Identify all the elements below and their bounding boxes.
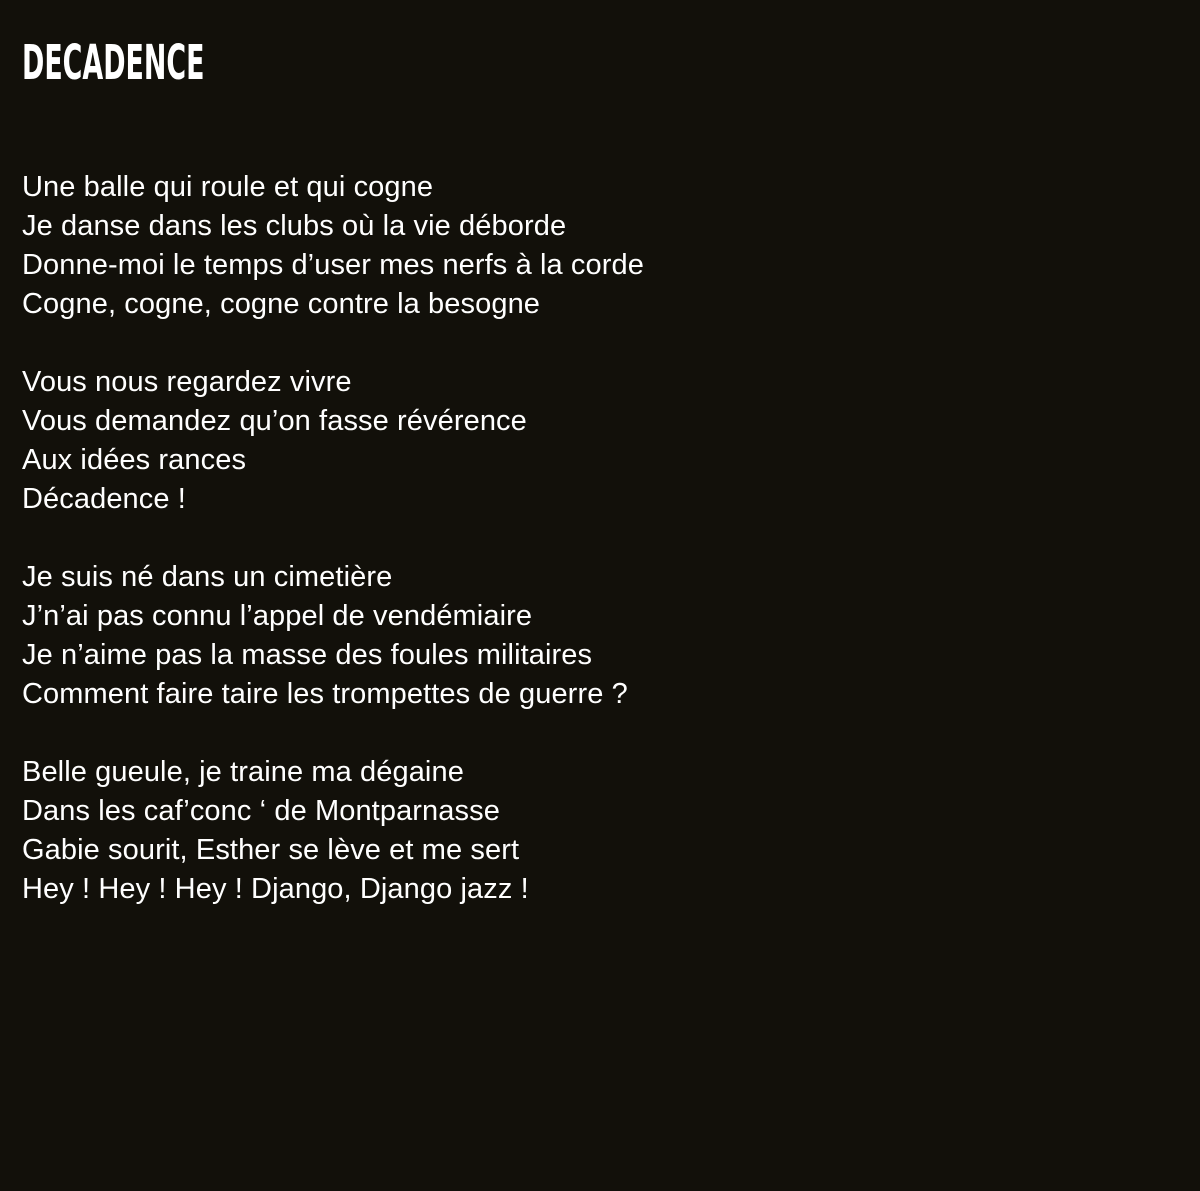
lyric-line: J’n’ai pas connu l’appel de vendémiaire xyxy=(22,600,533,632)
lyric-line: Je danse dans les clubs où la vie déborde xyxy=(22,210,567,242)
lyric-line: Hey ! Hey ! Hey ! Django, Django jazz ! xyxy=(22,873,529,905)
lyrics-page xyxy=(22,34,1160,1151)
lyric-line: Cogne, cogne, cogne contre la besogne xyxy=(22,288,541,320)
lyric-line: Comment faire taire les trompettes de guerre ? xyxy=(22,678,628,710)
lyric-line: Belle gueule, je traine ma dégaine xyxy=(22,756,464,788)
lyric-line: Vous nous regardez vivre xyxy=(22,366,352,398)
lyric-line: Aux idées rances xyxy=(22,444,247,476)
lyrics-body xyxy=(22,168,1160,909)
stanza-2 xyxy=(22,363,1160,519)
song-title: DECADENCE xyxy=(22,35,205,91)
lyric-line: Décadence ! xyxy=(22,483,186,515)
lyric-line: Je n’aime pas la masse des foules militaires xyxy=(22,639,593,671)
stanza-1 xyxy=(22,168,1160,324)
stanza-4 xyxy=(22,753,1160,909)
lyric-line: Gabie sourit, Esther se lève et me sert xyxy=(22,834,520,866)
lyric-line: Je suis né dans un cimetière xyxy=(22,561,393,593)
lyric-line: Vous demandez qu’on fasse révérence xyxy=(22,405,527,437)
stanza-3 xyxy=(22,558,1160,714)
lyric-line: Donne-moi le temps d’user mes nerfs à la corde xyxy=(22,249,644,281)
lyric-line: Une balle qui roule et qui cogne xyxy=(22,171,434,203)
lyric-line: Dans les caf’conc ‘ de Montparnasse xyxy=(22,795,500,827)
